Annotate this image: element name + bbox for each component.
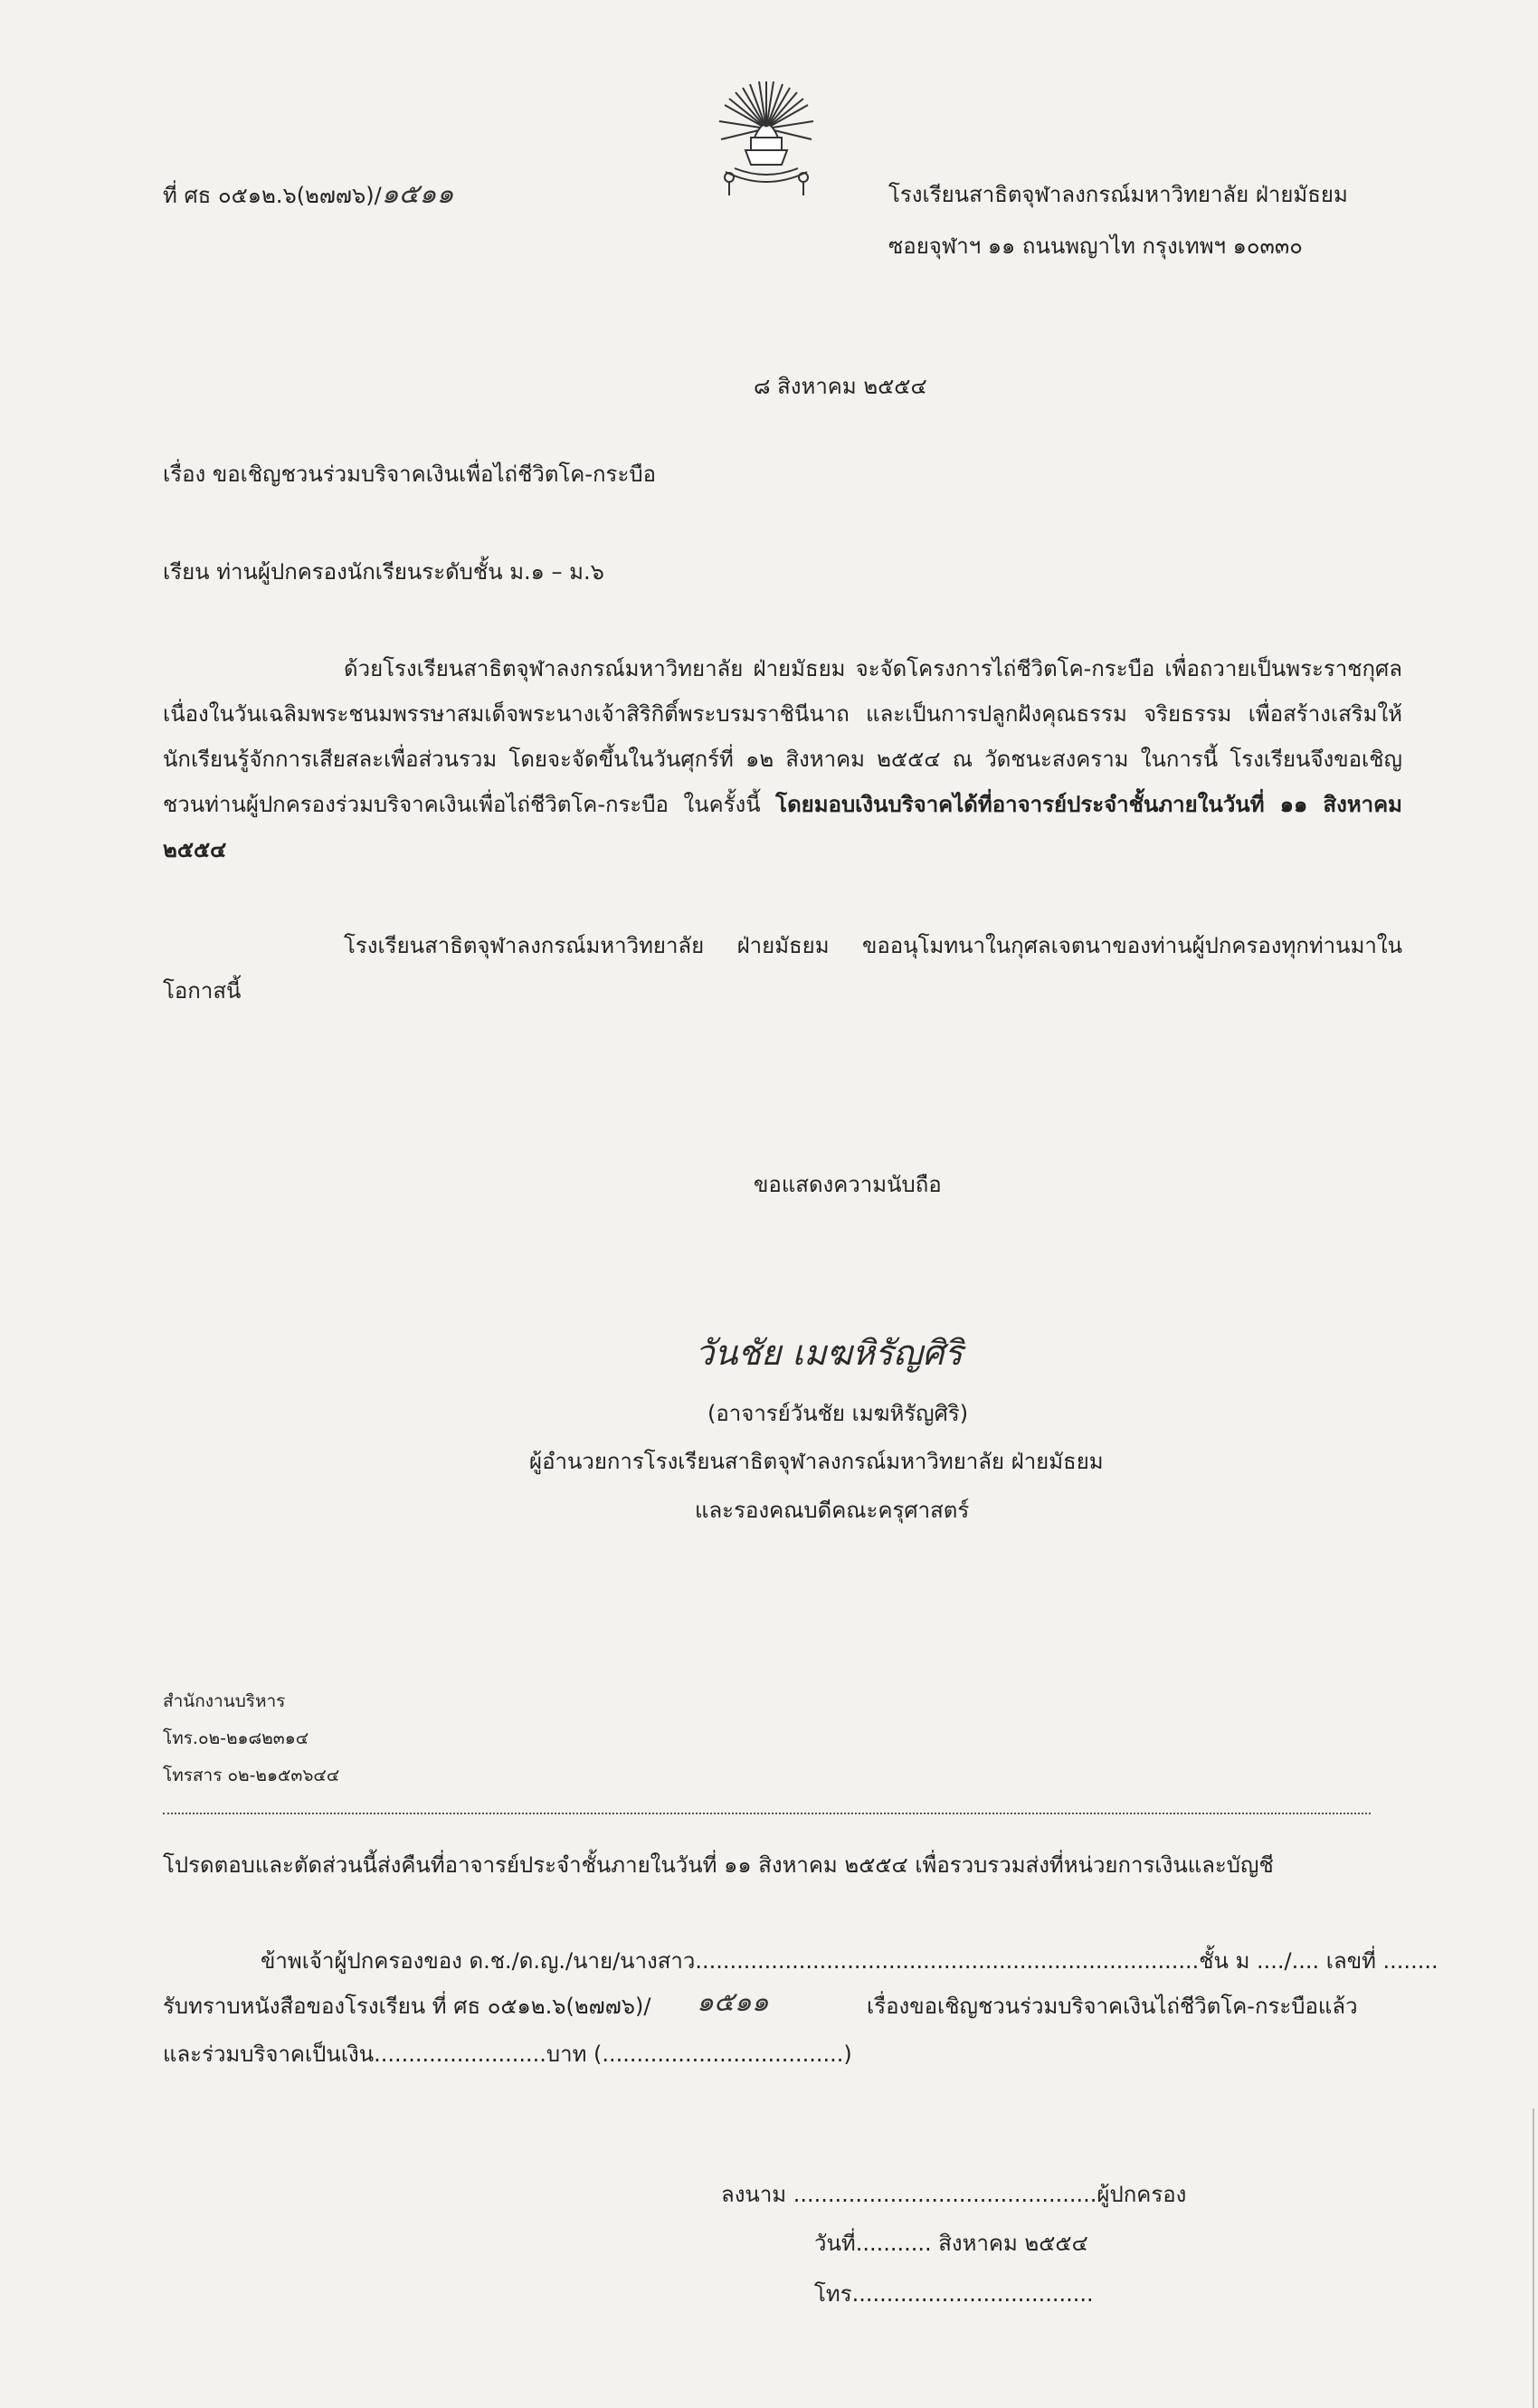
signer-name: (อาจารย์วันชัย เมฆหิรัญศิริ) [707,1401,969,1426]
body-paragraph-2-text: โรงเรียนสาธิตจุฬาลงกรณ์มหาวิทยาลัย ฝ่ายมัธยม ขออนุโมทนาในกุศลเจตนาของท่านผู้ปกครองทุกท่านมาในโอกาสนี้ [163,933,1402,1004]
body-paragraph-1-text: ด้วยโรงเรียนสาธิตจุฬาลงกรณ์มหาวิทยาลัย ฝ่ายมัธยม จะจัดโครงการไถ่ชีวิตโค-กระบือ เพื่อถวายเป็นพระราชกุศลเนื่องในวันเฉลิมพระชนมพรรษาสมเด็จพระนางเจ้าสิริกิติ์พระบรมราชินีนาถ และเป็นการปลูกฝังคุณธรรม จริยธรรม เพื่อสร้างเสริมให้นักเรียนรู้จักการเสียสละเพื่อส่วนรวม โดยจะจัดขึ้นในวันศุกร์ที่ ๑๒ สิงหาคม ๒๕๕๔ ณ วัดชนะสงคราม ในการนี้ โรงเรียนจึงขอเชิญชวนท่านผู้ปกครองร่วมบริจาคเงินเพื่อไถ่ชีวิตโค-กระบือ ในครั้งนี้ [163,656,1402,817]
doc-number-prefix: ที่ ศธ ๐๕๑๒.๖(๒๗๗๖)/ [163,183,382,208]
school-emblem-icon [698,74,834,210]
reply-instruction: โปรดตอบและตัดส่วนนี้ส่งคืนที่อาจารย์ประจำชั้นภายในวันที่ ๑๑ สิงหาคม ๒๕๕๔ เพื่อรวบรวมส่งที่หน่วยการเงินและบัญชี [163,1852,1274,1878]
signer-title-2: และรองคณบดีคณะครุศาสตร์ [695,1498,970,1523]
reply-line-3: และร่วมบริจาคเป็นเงิน.........................บาท (...................................) [163,2042,852,2067]
letter-date: ๘ สิงหาคม ๒๕๕๔ [754,374,927,399]
reply-line-1: ข้าพเจ้าผู้ปกครองของ ด.ช./ด.ญ./นาย/นางสาว.........................................................................ชั้น ม ..../.... เลขที่ ........ [261,1948,1438,1974]
doc-number [163,179,454,211]
reply-line-2-suffix: เรื่องขอเชิญชวนร่วมบริจาคเงินไถ่ชีวิตโค-กระบือแล้ว [867,1994,1358,2019]
handwritten-signature: วันชัย เมฆหิรัญศิริ [695,1333,964,1373]
office-name: สำนักงานบริหาร [163,1691,286,1711]
subject-line: เรื่อง ขอเชิญชวนร่วมบริจาคเงินเพื่อไถ่ชีวิตโค-กระบือ [163,462,656,487]
office-fax: โทรสาร ๐๒-๒๑๕๓๖๔๔ [163,1766,340,1785]
reply-line-2-prefix: รับทราบหนังสือของโรงเรียน ที่ ศธ ๐๕๑๒.๖(๒๗๗๖)/ [163,1994,651,2019]
body-paragraph-2 [163,923,1402,1014]
reply-doc-number-handwritten: ๑๕๑๑ [697,1986,769,2018]
school-address: ซอยจุฬาฯ ๑๑ ถนนพญาไท กรุงเทพฯ ๑๐๓๓๐ [888,233,1303,259]
cut-line [163,1813,1371,1814]
page-edge [1533,2108,1534,2408]
reply-date-line: วันที่........... สิงหาคม ๒๕๕๔ [814,2231,1088,2256]
body-paragraph-1 [163,646,1402,872]
office-phone: โทร.๐๒-๒๑๘๒๓๑๔ [163,1728,309,1748]
closing-line: ขอแสดงความนับถือ [754,1172,942,1197]
signer-title-1: ผู้อำนวยการโรงเรียนสาธิตจุฬาลงกรณ์มหาวิทยาลัย ฝ่ายมัธยม [529,1449,1104,1474]
school-name: โรงเรียนสาธิตจุฬาลงกรณ์มหาวิทยาลัย ฝ่ายมัธยม [888,182,1348,207]
reply-sign-line: ลงนาม ............................................ผู้ปกครอง [721,2182,1187,2207]
salutation-line: เรียน ท่านผู้ปกครองนักเรียนระดับชั้น ม.๑ – ม.๖ [163,559,604,585]
reply-phone-line: โทร................................... [814,2281,1094,2307]
doc-number-handwritten: ๑๕๑๑ [381,178,454,210]
body-paragraph-1-bold: โดยมอบเงินบริจาคได้ที่อาจารย์ประจำชั้นภายในวันที่ ๑๑ สิงหาคม ๒๕๕๔ [163,792,1402,862]
